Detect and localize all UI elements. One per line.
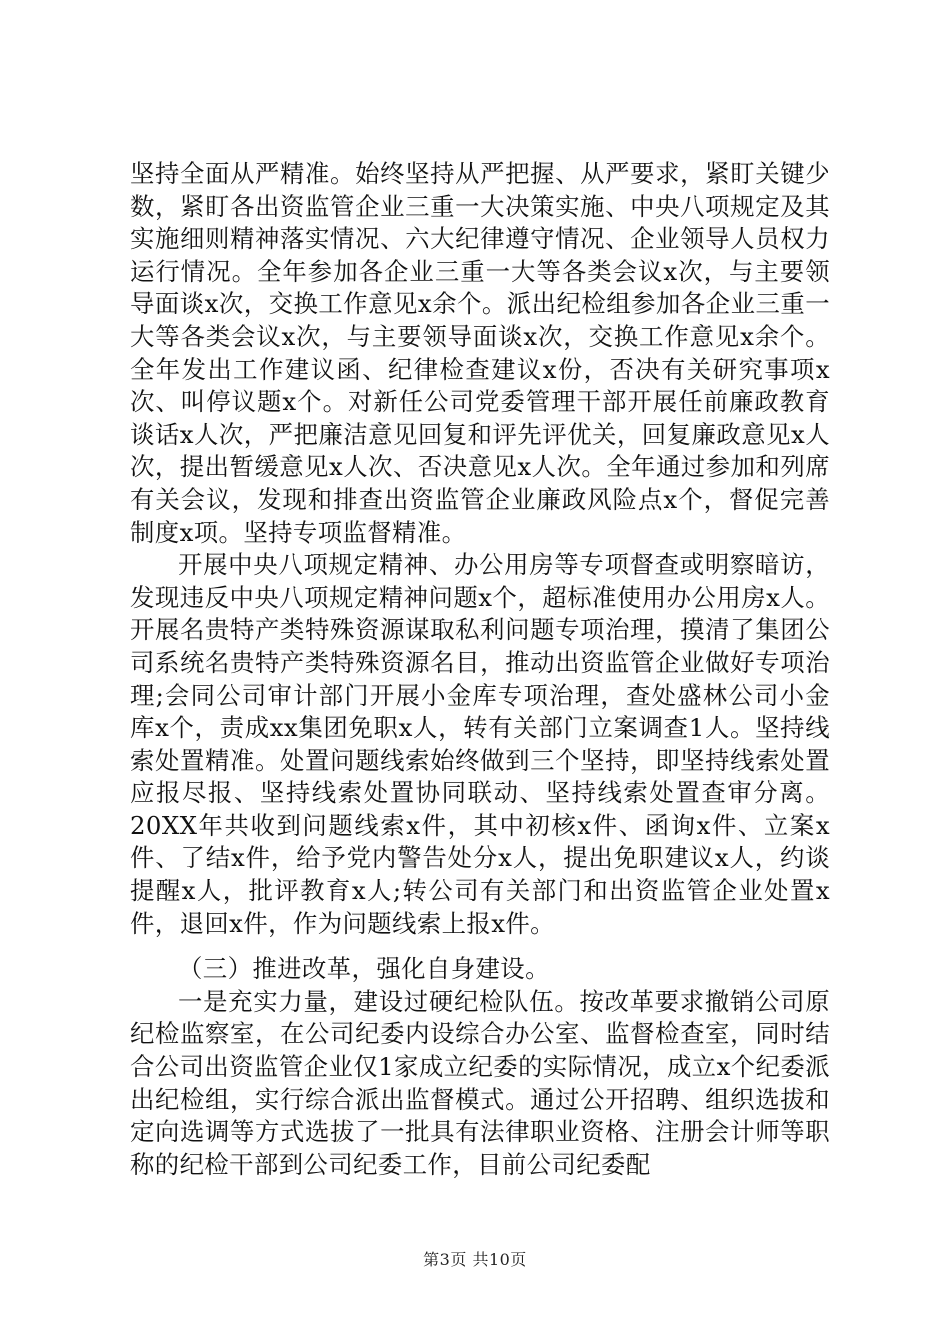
- paragraph-special-supervision: 开展中央八项规定精神、办公用房等专项督查或明察暗访，发现违反中央八项规定精神问题x个，超标准使用办公用房x人。开展名贵特产类特殊资源谋取私利问题专项治理，摸清了集团公司系统名贵特产类特殊资源名目，推动出资监管企业做好专项治理;会同公司审计部门开展小金库专项治理，查处盛林公司小金库x个，责成xx集团免职x人，转有关部门立案调查1人。坚持线索处置精准。处置问题线索始终做到三个坚持，即坚持线索处置应报尽报、坚持线索处置协同联动、坚持线索处置查审分离。20XX年共收到问题线索x件，其中初核x件、函询x件、立案x件、了结x件，给予党内警告处分x人，提出免职建议x人，约谈提醒x人，批评教育x人;转公司有关部门和出资监管企业处置x件，退回x件，作为问题线索上报x件。: [130, 550, 830, 938]
- section-heading-reform: （三）推进改革，强化自身建设。: [178, 954, 550, 984]
- paragraph-strict-accuracy: 坚持全面从严精准。始终坚持从严把握、从严要求，紧盯关键少数，紧盯各出资监管企业三重一大决策实施、中央八项规定及其实施细则精神落实情况、六大纪律遵守情况、企业领导人员权力运行情况。全年参加各企业三重一大等各类会议x次，与主要领导面谈x次，交换工作意见x余个。派出纪检组参加各企业三重一大等各类会议x次，与主要领导面谈x次，交换工作意见x余个。全年发出工作建议函、纪律检查建议x份，否决有关研究事项x次、叫停议题x个。对新任公司党委管理干部开展任前廉政教育谈话x人次，严把廉洁意见回复和评先评优关，回复廉政意见x人次，提出暂缓意见x人次、否决意见x人次。全年通过参加和列席有关会议，发现和排查出资监管企业廉政风险点x个，督促完善制度x项。坚持专项监督精准。: [130, 159, 830, 547]
- paragraph-strengthen-team: 一是充实力量，建设过硬纪检队伍。按改革要求撤销公司原纪检监察室，在公司纪委内设综合办公室、监督检查室，同时结合公司出资监管企业仅1家成立纪委的实际情况，成立x个纪委派出纪检组，实行综合派出监督模式。通过公开招聘、组织选拔和定向选调等方式选拔了一批具有法律职业资格、注册会计师等职称的纪检干部到公司纪委工作，目前公司纪委配: [130, 986, 830, 1179]
- page-number-footer: 第3页 共10页: [423, 1250, 527, 1269]
- document-body: [130, 158, 830, 1181]
